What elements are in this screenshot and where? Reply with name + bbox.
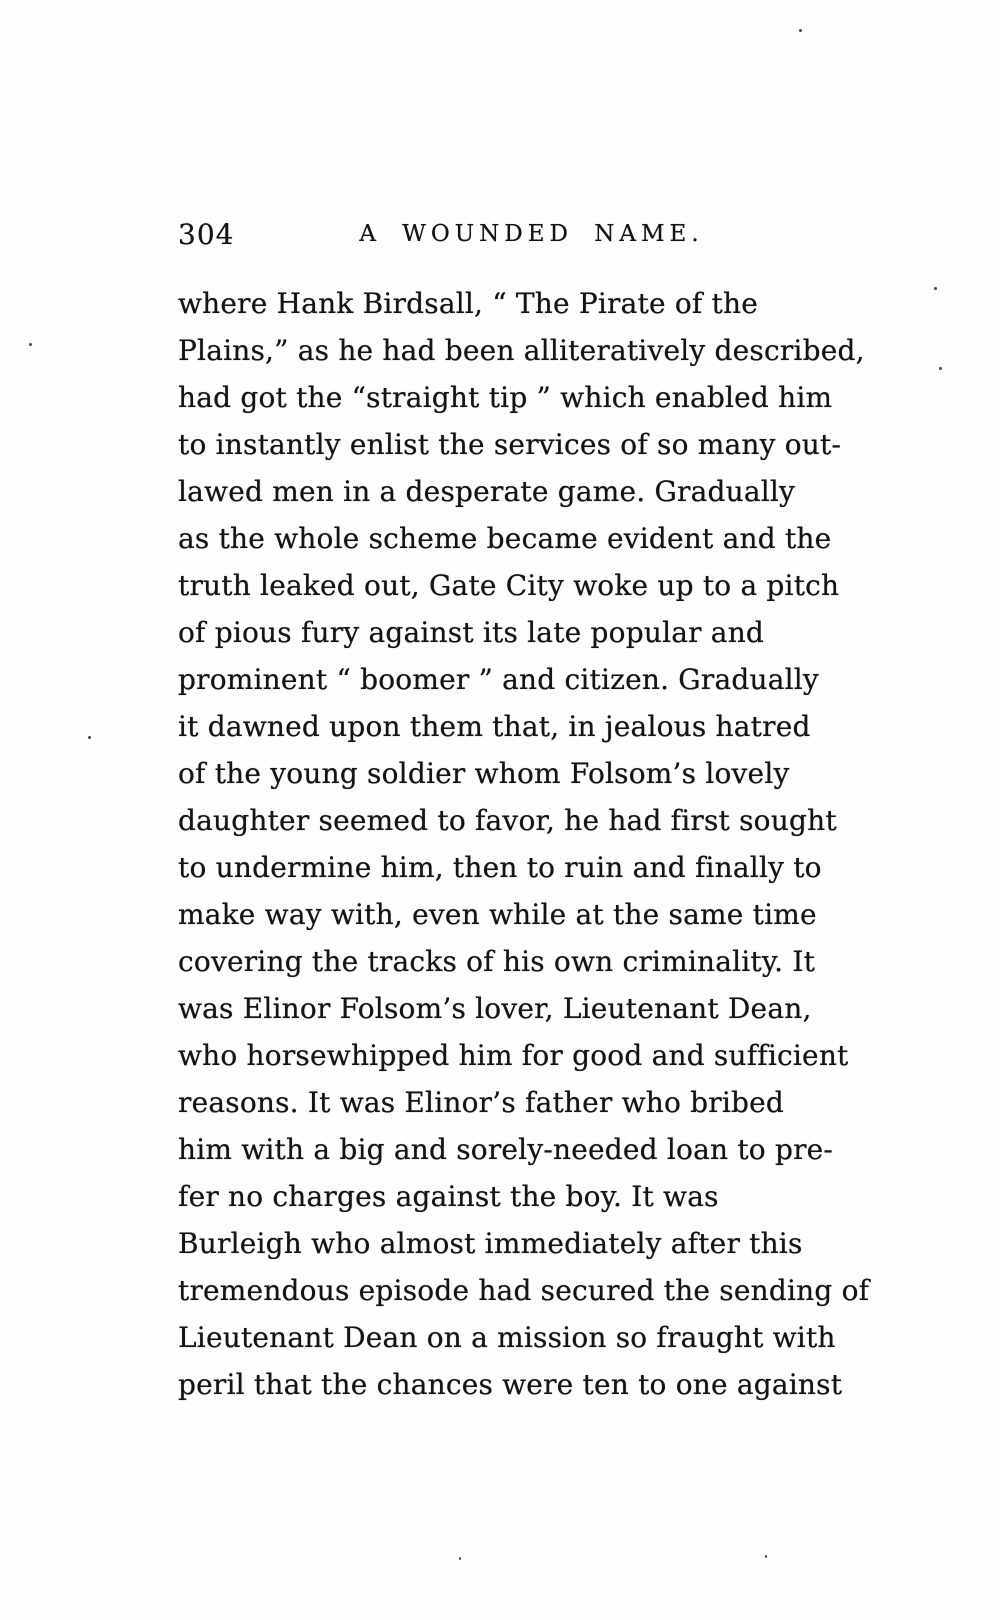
scan-speck [29, 343, 32, 346]
text-line: of pious fury against its late popular and [178, 616, 765, 649]
text-line: peril that the chances were ten to one against [178, 1368, 843, 1401]
text-line: covering the tracks of his own criminality. It [178, 945, 816, 978]
text-line: tremendous episode had secured the sending of [178, 1274, 870, 1307]
text-line: daughter seemed to favor, he had first sought [178, 804, 837, 837]
running-header [178, 218, 885, 254]
text-line: Plains,” as he had been alliteratively described, [178, 334, 865, 367]
text-line: as the whole scheme became evident and the [178, 522, 832, 555]
scan-speck [459, 1557, 461, 1560]
text-line: lawed men in a desperate game. Gradually [178, 475, 796, 508]
scan-speck [934, 287, 937, 290]
text-line: it dawned upon them that, in jealous hatred [178, 710, 811, 743]
text-line: where Hank Birdsall, “ The Pirate of the [178, 287, 759, 320]
text-line: truth leaked out, Gate City woke up to a pitch [178, 569, 840, 602]
text-line: make way with, even while at the same time [178, 898, 817, 931]
body-paragraph [178, 280, 885, 1408]
text-line: who horsewhipped him for good and sufficient [178, 1039, 849, 1072]
text-line: reasons. It was Elinor’s father who bribed [178, 1086, 785, 1119]
text-line: Lieutenant Dean on a mission so fraught with [178, 1321, 836, 1354]
page-number: 304 [178, 218, 235, 251]
text-line: to undermine him, then to ruin and finally to [178, 851, 822, 884]
scan-speck [88, 736, 91, 739]
text-line: was Elinor Folsom’s lover, Lieutenant Dean, [178, 992, 812, 1025]
text-line: him with a big and sorely-needed loan to pre- [178, 1133, 834, 1166]
scan-speck [799, 29, 802, 32]
text-line: fer no charges against the boy. It was [178, 1180, 719, 1213]
text-line: to instantly enlist the services of so many out- [178, 428, 842, 461]
running-title: A WOUNDED NAME. [359, 221, 704, 247]
scan-speck [939, 367, 942, 370]
text-line: of the young soldier whom Folsom’s lovely [178, 757, 790, 790]
text-line: prominent “ boomer ” and citizen. Gradually [178, 663, 819, 696]
text-line: Burleigh who almost immediately after this [178, 1227, 803, 1260]
text-line: had got the “straight tip ” which enabled him [178, 381, 833, 414]
scan-speck [765, 1555, 767, 1558]
